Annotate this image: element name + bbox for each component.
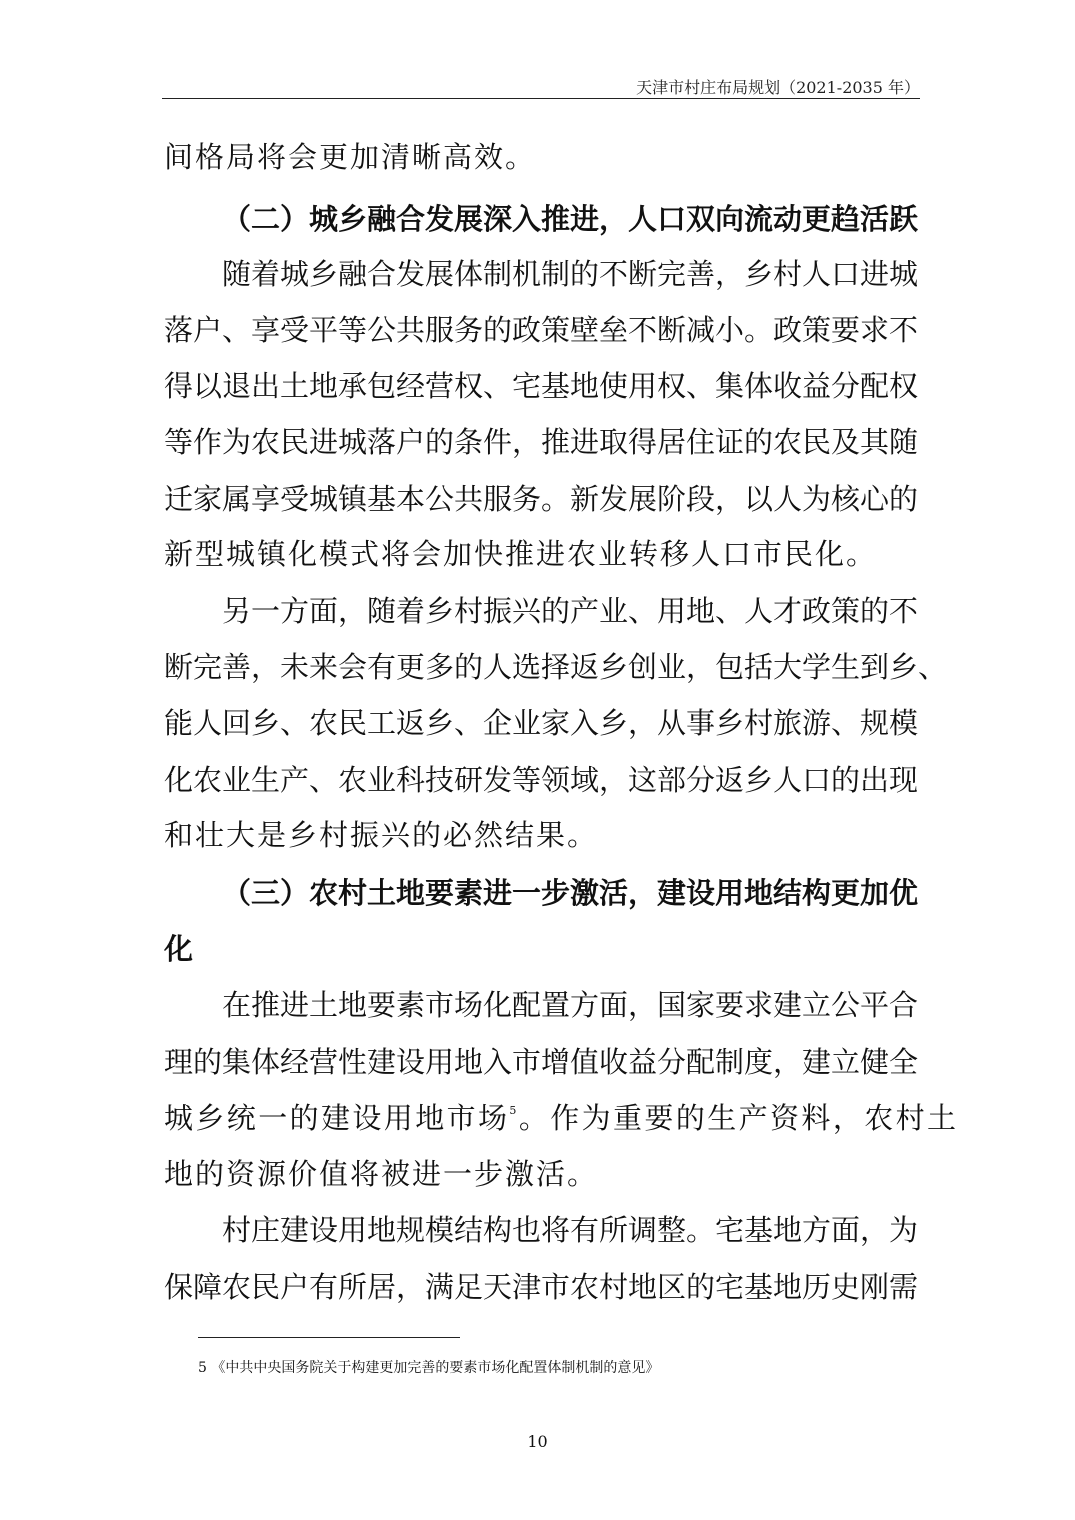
running-header: 天津市村庄布局规划（2021-2035 年）	[636, 78, 920, 97]
text-line: 新型城镇化模式将会加快推进农业转移人口市民化。	[164, 537, 878, 571]
text-line: 村庄建设用地规模结构也将有所调整。宅基地方面，为	[222, 1213, 919, 1247]
text-line: 保障农民户有所居，满足天津市农村地区的宅基地历史刚需	[164, 1270, 919, 1304]
text-line: 化农业生产、农业科技研发等领域，这部分返乡人口的出现	[164, 763, 919, 797]
text-line-with-footnote	[164, 1098, 958, 1138]
text-line: 另一方面，随着乡村振兴的产业、用地、人才政策的不	[222, 594, 919, 628]
text-line: 断完善，未来会有更多的人选择返乡创业，包括大学生到乡、	[164, 650, 948, 684]
text-line: 落户、享受平等公共服务的政策壁垒不断减小。政策要求不	[164, 313, 919, 347]
text-line: 等作为农民进城落户的条件，推进取得居住证的农民及其随	[164, 425, 919, 459]
text-line: 和壮大是乡村振兴的必然结果。	[164, 818, 599, 852]
text-line: 迁家属享受城镇基本公共服务。新发展阶段，以人为核心的	[164, 482, 919, 516]
text-line: 得以退出土地承包经营权、宅基地使用权、集体收益分配权	[164, 369, 919, 403]
section-heading-3: （三）农村土地要素进一步激活，建设用地结构更加优	[222, 876, 919, 910]
footnote: 5 《中共中央国务院关于构建更加完善的要素市场化配置体制机制的意见》	[198, 1360, 660, 1376]
text-line: 间格局将会更加清晰高效。	[164, 140, 537, 174]
page-number: 10	[527, 1432, 548, 1451]
footnote-ref: 5	[509, 1104, 519, 1117]
text-line: 随着城乡融合发展体制机制的不断完善，乡村人口进城	[222, 257, 919, 291]
section-heading-3-cont: 化	[164, 932, 196, 966]
text-line: 理的集体经营性建设用地入市增值收益分配制度，建立健全	[164, 1045, 919, 1079]
header-rule	[162, 98, 920, 99]
text-segment: 。作为重要的生产资料，农村土	[518, 1101, 959, 1135]
footnote-rule	[198, 1337, 460, 1338]
text-line: 能人回乡、农民工返乡、企业家入乡，从事乡村旅游、规模	[164, 706, 919, 740]
text-line: 地的资源价值将被进一步激活。	[164, 1157, 599, 1191]
section-heading-2: （二）城乡融合发展深入推进，人口双向流动更趋活跃	[222, 202, 919, 236]
text-line: 在推进土地要素市场化配置方面，国家要求建立公平合	[222, 988, 919, 1022]
text-segment: 城乡统一的建设用地市场	[164, 1101, 510, 1135]
